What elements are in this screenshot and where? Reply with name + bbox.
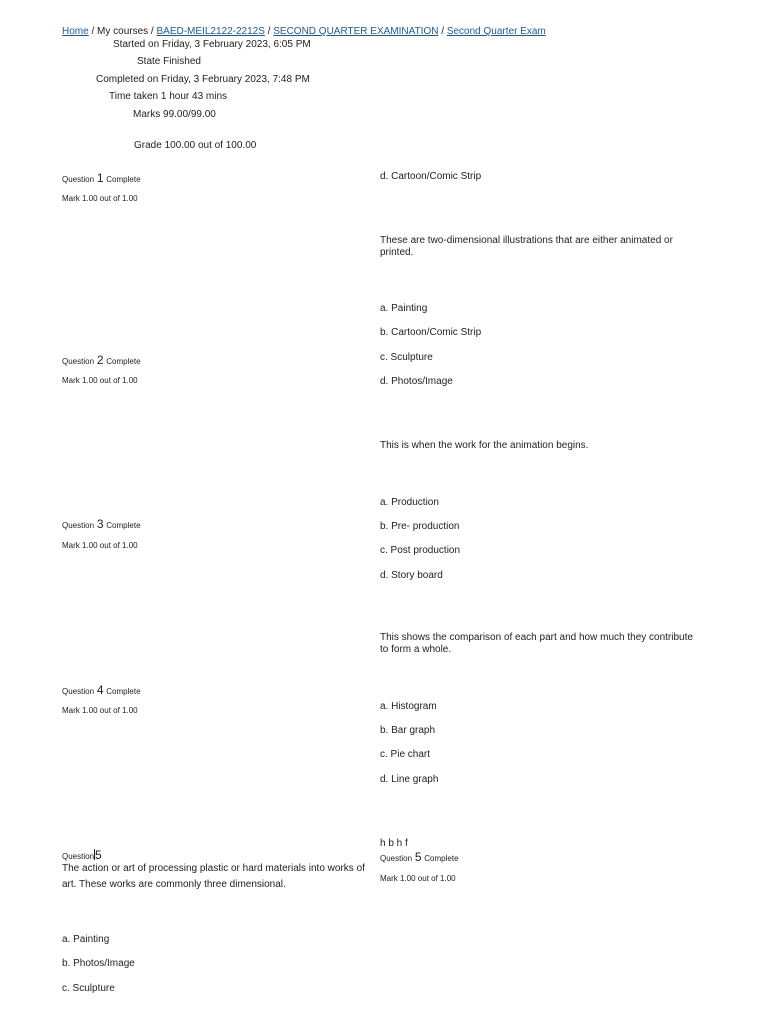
breadcrumb-separator: / — [148, 26, 157, 37]
question-5-mark: Mark 1.00 out of 1.00 — [380, 874, 456, 883]
question-4-option-a[interactable]: a. Histogram — [380, 701, 437, 712]
state-label: State — [137, 56, 161, 67]
summary-state — [137, 56, 201, 67]
question-number: 5 — [414, 850, 422, 864]
question-2-text: These are two-dimensional illustrations that are either animated or printed. — [380, 235, 673, 258]
question-3-option-c[interactable]: c. Post production — [380, 545, 461, 556]
summary-grade — [134, 140, 256, 151]
question-5-option-a[interactable]: a. Painting — [62, 934, 110, 945]
question-label: Question — [62, 175, 95, 184]
question-1-answer: d. Cartoon/Comic Strip — [380, 171, 482, 182]
question-label: Question — [62, 357, 95, 366]
question-2-option-a[interactable]: a. Painting — [380, 303, 428, 314]
question-status: Complete — [106, 521, 141, 530]
question-5-option-c[interactable]: c. Sculpture — [62, 983, 115, 994]
marks-value: 99.00/99.00 — [163, 109, 216, 120]
breadcrumb-course-link[interactable]: BAED-MEIL2122-2212S — [156, 26, 265, 37]
question-3-header — [62, 517, 141, 531]
breadcrumb-separator: / — [264, 26, 274, 37]
completed-label: Completed on — [96, 74, 159, 85]
question-2-option-b[interactable]: b. Cartoon/Comic Strip — [380, 327, 482, 338]
breadcrumb-my-courses: My courses — [97, 26, 149, 37]
breadcrumb-separator: / — [438, 26, 447, 37]
question-5-option-b[interactable]: b. Photos/Image — [62, 958, 135, 969]
question-3-mark: Mark 1.00 out of 1.00 — [62, 541, 138, 550]
question-label: Question — [380, 854, 413, 863]
question-1-header — [62, 171, 141, 185]
marks-label: Marks — [133, 109, 161, 120]
summary-completed — [96, 74, 310, 85]
time-value: 1 hour 43 mins — [160, 91, 228, 102]
question-label: Question — [62, 852, 95, 861]
breadcrumb-separator: / — [88, 26, 98, 37]
breadcrumb — [62, 26, 546, 37]
question-3-text: This is when the work for the animation begins. — [380, 440, 589, 451]
question-2-mark: Mark 1.00 out of 1.00 — [62, 376, 138, 385]
time-label: Time taken — [109, 91, 159, 102]
question-3-option-b[interactable]: b. Pre- production — [380, 521, 460, 532]
question-number: 5 — [95, 848, 102, 862]
question-status: Complete — [106, 687, 141, 696]
question-2-option-c[interactable]: c. Sculpture — [380, 352, 433, 363]
question-status: Complete — [106, 175, 141, 184]
question-4-mark: Mark 1.00 out of 1.00 — [62, 706, 138, 715]
question-2-option-d[interactable]: d. Photos/Image — [380, 376, 453, 387]
question-label: Question — [62, 521, 95, 530]
question-number: 3 — [96, 517, 104, 531]
question-number: 4 — [96, 683, 104, 697]
question-label: Question — [62, 687, 95, 696]
question-5-extra-text: h b h f — [380, 838, 408, 849]
question-1-mark: Mark 1.00 out of 1.00 — [62, 194, 138, 203]
question-status: Complete — [106, 357, 141, 366]
question-number: 2 — [96, 353, 104, 367]
question-4-header — [62, 683, 141, 697]
started-label: Started on — [113, 39, 160, 50]
question-3-option-a[interactable]: a. Production — [380, 497, 439, 508]
question-status: Complete — [424, 854, 459, 863]
completed-value: Friday, 3 February 2023, 7:48 PM — [161, 74, 310, 85]
summary-marks — [133, 109, 216, 120]
question-3-option-d[interactable]: d. Story board — [380, 570, 443, 581]
question-5-text: The action or art of processing plastic or hard materials into works of art. These works are commonly three dimensional. — [62, 863, 365, 890]
question-5-left-header — [62, 848, 102, 862]
breadcrumb-home-link[interactable]: Home — [62, 26, 89, 37]
grade-value: 100.00 out of 100.00 — [164, 140, 257, 151]
question-2-header — [62, 353, 141, 367]
state-value: Finished — [163, 56, 201, 67]
question-4-option-d[interactable]: d. Line graph — [380, 774, 439, 785]
question-5-header — [380, 850, 459, 864]
breadcrumb-exam-link[interactable]: Second Quarter Exam — [446, 26, 546, 37]
question-4-option-b[interactable]: b. Bar graph — [380, 725, 436, 736]
breadcrumb-section-link[interactable]: SECOND QUARTER EXAMINATION — [273, 26, 439, 37]
summary-time-taken — [109, 91, 227, 102]
started-value: Friday, 3 February 2023, 6:05 PM — [161, 39, 311, 50]
grade-label: Grade — [134, 140, 162, 151]
question-4-option-c[interactable]: c. Pie chart — [380, 749, 431, 760]
question-number: 1 — [96, 171, 104, 185]
question-4-text: This shows the comparison of each part and how much they contribute to form a whole. — [380, 632, 693, 655]
summary-started — [113, 39, 311, 50]
